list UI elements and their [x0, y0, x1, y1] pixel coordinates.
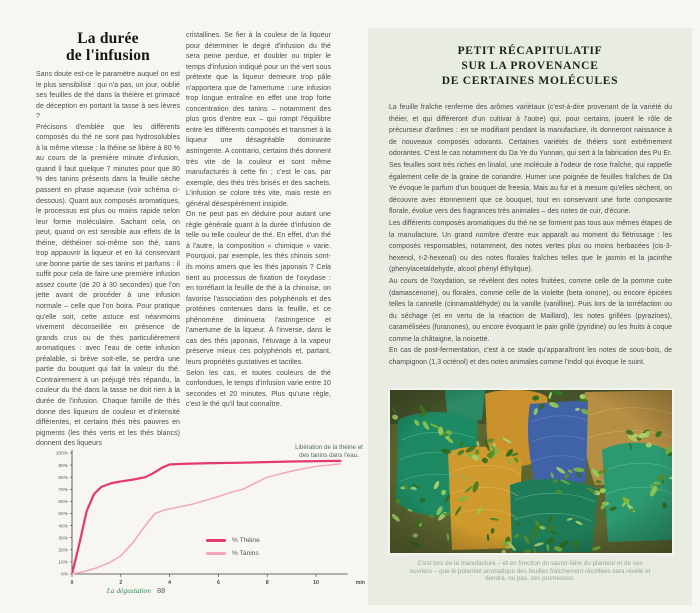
article-title: La durée de l'infusion	[65, 30, 150, 65]
paragraph: On ne peut pas en déduire pour autant une règle générale quant à la durée d'infusion de telle ou telle couleur de thé. En effet, d'un thé à l'autre, la composition « chimique » varie. Pourquoi, par exemple, les thés chinois sont-ils moins amers que les thés japonais ? Cela tient au processus de fixation de l'oxydase : en torréfiant la feuille de thé à la chinoise, on favorise l'association des polyphénols et des protéines contenues dans la feuille, et ce phénomène diminuera l'astringence et l'amertume de la liqueur. À l'inverse, dans le cas des thés japonais, l'étuvage à la vapeur préserve mieux ces polyphénols et, partant, leurs propriétés gustatives et tactiles.	[186, 211, 331, 366]
svg-text:6: 6	[216, 580, 220, 586]
page-footer	[30, 586, 242, 595]
svg-text:30%: 30%	[58, 536, 68, 542]
paragraph: cristallines. Se fier à la couleur de la liqueur pour déterminer le degré d'infusion du thé sera peine perdue, et doubler ou tripler le temps d'infusion indiqué pour un thé vert sous prétexte que la liqueur demeure trop pâle n'apportera que de l'amertume : une infusion trop longue entraîne en effet une trop forte concentration des tanins – notamment des plus gros d'entre eux – qui rompt l'équilibre entre les différents composés et transmet à la liqueur une désagréable dominante astringente. A contrario, certains thés donnent très vite de la couleur et sont même manufacturés à cette fin ; c'est le cas, par exemple, des thés très brisés et des sachets. L'infusion se colore très vite, mais reste en général désespérément insipide.	[186, 32, 331, 208]
tea-bags-illustration	[390, 390, 672, 553]
svg-text:60%: 60%	[58, 500, 68, 506]
svg-text:10%: 10%	[58, 560, 68, 566]
book-title: La dégustation	[106, 586, 151, 595]
photo-tea-bags	[388, 388, 674, 555]
svg-text:0%: 0%	[61, 572, 68, 578]
legend-label-theine: % Théine	[232, 537, 260, 544]
paragraph: Les différents composés aromatiques du thé ne se forment pas tous aux mêmes étapes de la manufacture. Un grand nombre d'entre eux apparaît au moment du flétrissage : les composés responsables, notamment, des notes vertes plus ou moins herbacées (cis-3-hexenol, t-2-hexenal) ou des notes florales fraîches telles que le jasmin et la jacinthe (phenylacetaldehyde, alcool phényl éthylique).	[389, 219, 672, 274]
svg-text:10: 10	[313, 580, 319, 586]
legend-item-tanins	[206, 550, 260, 557]
paragraph: La feuille fraîche renferme des arômes variétaux (c'est-à-dire provenant de la variété du théier, et qui différeront d'un cultivar à l'autre) qui, pour certains, jouent le rôle de précurseur d'arômes : en se modifiant pendant la manufacture, ils donneront naissance à de nouveaux composés odorants. Certaines variétés de théiers sont extrêmement odorantes. C'est le cas notamment du Da Ye du Yunnan, qui sert à la fabrication des Pu Er. Ses feuilles sont très riches en linalol, une molécule à l'odeur de rose fraîche, qui rappelle également celle de la graine de coriandre. Humer une poignée de feuilles fraîches de Da Ye évoque le parfum d'un bouquet de freesia. Mais au fur et à mesure qu'elles sèchent, on découvre avec étonnement que ce bouquet, tout en conservant une forte composante florale, évolue vers des fragrances très animales – des notes de cuir, d'écurie.	[389, 104, 672, 216]
svg-text:40%: 40%	[58, 524, 68, 530]
tanins-line-swatch	[206, 552, 226, 555]
paragraph: Au cours de l'oxydation, se révèlent des notes fruitées, comme celle de la pomme cuite (damascenone), ou florales, comme celle de la violette (beta ionone), ou encore épicées telles la cannelle (cinnamaldéhyde) ou la vanille (vanilline). Puis lors de la torréfaction ou du séchage (et en vertu de la réaction de Maillard), les notes grillées (pyrazines), caramélisées (furanones), ou encore évoquant le pain grillé (pyridine) ou les fruits à coque comme la châtaigne, la noisette.	[389, 277, 672, 343]
paragraph: En cas de post-fermentation, c'est à ce stade qu'apparaîtront les notes de sous-bois, de champignon (1,3 octénol) et des notes animales comme l'indol qui évoque le suint.	[389, 347, 672, 367]
svg-text:100%: 100%	[55, 451, 68, 457]
svg-text:50%: 50%	[58, 512, 68, 518]
svg-text:20%: 20%	[58, 548, 68, 554]
svg-text:8: 8	[265, 580, 269, 586]
recap-body	[389, 102, 672, 388]
infusion-chart-plot	[38, 443, 373, 595]
article-column-2	[186, 31, 331, 449]
svg-text:90%: 90%	[58, 463, 68, 469]
svg-text:0: 0	[70, 580, 74, 586]
chart-legend	[206, 537, 260, 557]
svg-text:80%: 80%	[58, 475, 68, 481]
infusion-chart	[38, 443, 373, 595]
article-column-1	[36, 70, 180, 453]
paragraph: Précisons d'emblée que les différents composés du thé ne sont pas hydrosolubles à la même vitesse : la théine se libère à 80 % au cours de la première minute d'infusion, quand il faut quelque 7 minutes pour que 80 % des tanins présents dans la feuille sèche passent en phase aqueuse (voir schéma ci-dessous). Quant aux composés aromatiques, le processus est plus ou moins rapide selon leur forme moléculaire. Sachant cela, on peut, quand on est sensible aux effets de la théine, déthéiner soi-même son thé, sans trop appauvrir la liqueur et en lui conservant une bonne partie de ses tanins et parfums : il suffit pour cela de faire une première infusion assez courte (de 20 à 30 secondes) que l'on jette avant de procéder à une infusion normale – celle que l'on boira. Pour pratique qu'elle soit, cette astuce est néanmoins vivement déconseillée en présence de grands crus ou de thés particulièrement aromatiques : avec l'eau de cette infusion préalable, si brève soit-elle, se perdra une partie du bouquet qui fait la valeur du thé. Contrairement à un préjugé très répandu, la couleur du thé dans la tasse ne doit rien à la durée de l'infusion. Chaque famille de thés donne des liqueurs de couleur et d'intensité différentes, et certains thés très pauvres en pigments (les thés verts et les thés blancs) donnent des liqueurs	[36, 123, 180, 448]
chart-caption: Libération de la théine et des tanins dans l'eau.	[295, 444, 363, 459]
svg-text:min: min	[355, 580, 365, 586]
page-number: 88	[156, 586, 166, 595]
legend-item-theine	[206, 537, 260, 544]
svg-text:2: 2	[119, 580, 123, 586]
paragraph: Sans doute est-ce le paramètre auquel on est le plus sensibilisé : qui n'a pas, un jour, oublié ses feuilles de thé dans la théière et grimacé de déception en portant la tasse à ses lèvres ?	[36, 71, 180, 121]
theine-line-swatch	[206, 539, 226, 542]
recap-panel	[368, 28, 692, 605]
svg-text:70%: 70%	[58, 488, 68, 493]
svg-text:4: 4	[168, 580, 172, 586]
photo-caption: C'est lors de la manufacture – et en fonction du savoir-faire du planteur et de ses ouvriers – que le potentiel aromatique des feuilles fraîchement récoltées sera révélé et tiendra, ou pas, ses promesses.	[409, 560, 651, 583]
recap-title: PETIT RÉCAPITULATIF SUR LA PROVENANCE DE CERTAINES MOLÉCULES	[441, 45, 619, 87]
legend-label-tanins: % Tanins	[232, 550, 259, 557]
paragraph: Selon les cas, et toutes couleurs de thé confondues, le temps d'infusion varie entre 10 secondes et 20 minutes. Plus qu'une règle, c'est le thé qu'il faut connaître.	[186, 369, 331, 409]
